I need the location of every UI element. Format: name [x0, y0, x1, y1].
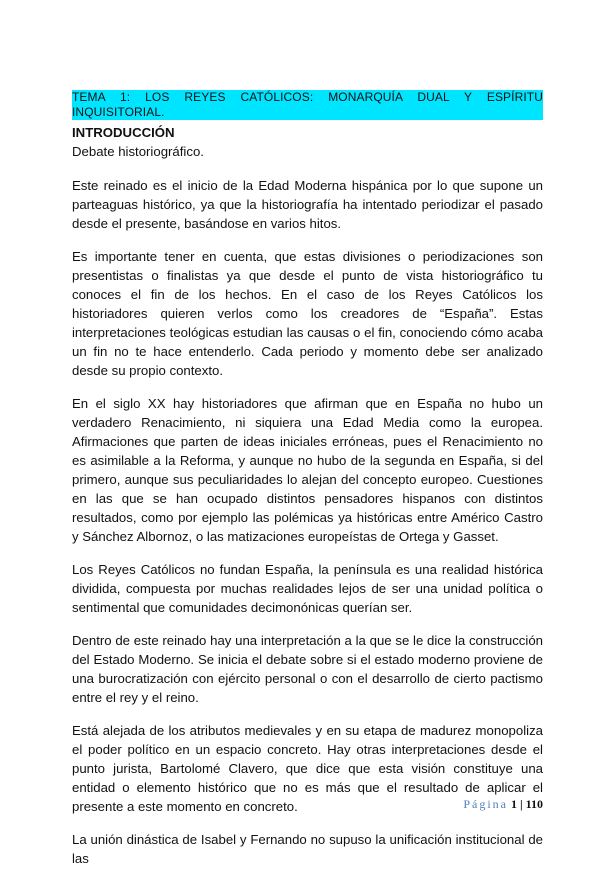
paragraph: En el siglo XX hay historiadores que afirman que en España no hubo un verdadero Renacimiento, ni siquiera una Edad Media como la europea. Afirmaciones que parten de ideas iniciales erróneas, pues el Renacimiento no es asimilable a la Reforma, y aunque no hubo de la segunda en España, si del primero, aunque sus peculiaridades lo alejan del concepto europeo. Cuestiones en las que se han ocupado distintos pensadores hispanos con distintos resultados, como por ejemplo las polémicas ya históricas entre Américo Castro y Sánchez Albornoz, o las matizaciones europeístas de Ortega y Gasset. [72, 396, 543, 544]
paragraph: Este reinado es el inicio de la Edad Moderna hispánica por lo que supone un parteaguas histórico, ya que la historiografía ha intentado periodizar el pasado desde el presente, basándose en varios hitos. [72, 178, 543, 231]
page-content [72, 90, 543, 882]
paragraph: Los Reyes Católicos no fundan España, la península es una realidad histórica dividida, compuesta por muchas realidades lejos de ser una unidad política o sentimental que comunidades decimonónicas querían ser. [72, 562, 543, 615]
total-pages: 110 [525, 797, 543, 811]
paragraph: La unión dinástica de Isabel y Fernando no supuso la unificación institucional de las [72, 832, 543, 866]
current-page-number: 1 [511, 797, 517, 811]
document-title: TEMA 1: LOS REYES CATÓLICOS: MONARQUÍA DUAL Y ESPÍRITU INQUISITORIAL. [72, 90, 543, 119]
subheading: Debate historiográfico. [72, 144, 204, 159]
page-label: Página [463, 797, 508, 811]
paragraph: Es importante tener en cuenta, que estas divisiones o periodizaciones son presentistas o finalistas ya que desde el punto de vista historiográfico tu conoces el fin de los hechos. En el caso de los Reyes Católicos los historiadores quieren verlos como los creadores de “España”. Estas interpretaciones teológicas estudian las causas o el fin, conociendo cómo acaba un fin no te hace entenderlo. Cada periodo y momento debe ser analizado desde su propio contexto. [72, 249, 543, 378]
page-footer [0, 797, 543, 812]
page-separator: | [520, 797, 523, 811]
paragraph: Dentro de este reinado hay una interpretación a la que se le dice la construcción del Estado Moderno. Se inicia el debate sobre si el estado moderno proviene de una burocratización con ejército personal o con el desarrollo de cierto pactismo entre el rey y el reino. [72, 633, 543, 705]
section-heading: INTRODUCCIÓN [72, 125, 175, 140]
paragraph: Está alejada de los atributos medievales y en su etapa de madurez monopoliza el poder político en un espacio concreto. Hay otras interpretaciones desde el punto jurista, Bartolomé Clavero, que dice que esta visión constituye una entidad o elemento histórico que no es más que el resultado de aplicar el presente a este momento en concreto. [72, 723, 543, 814]
